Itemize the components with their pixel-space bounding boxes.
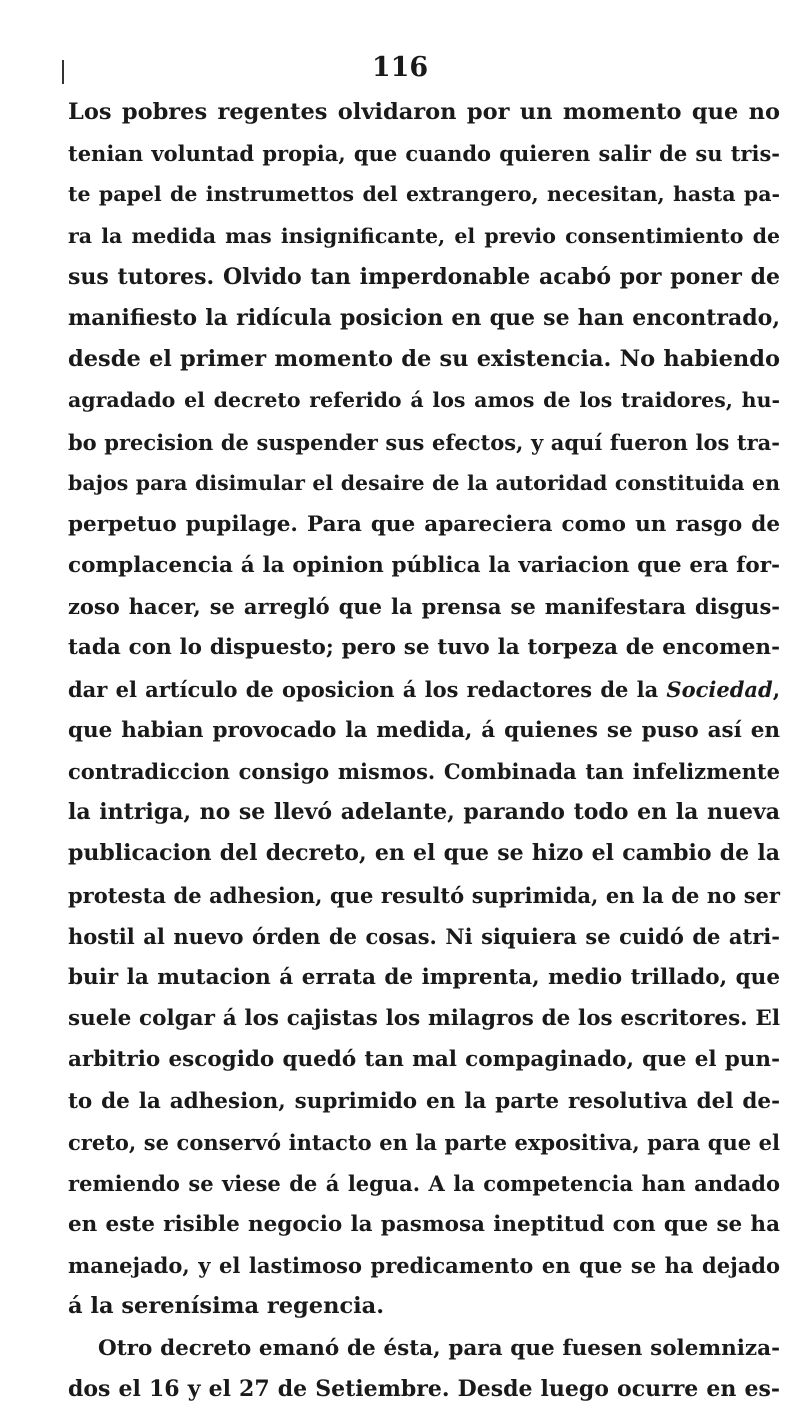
text-line: á la serenísima regencia. — [68, 1293, 385, 1320]
text-line: publicacion del decreto, en el que se hizo el cambio de la — [68, 840, 780, 867]
text-line: que habian provocado la medida, á quienes se puso así en — [68, 717, 780, 743]
text-line: remiendo se viese de á legua. A la competencia han andado — [68, 1170, 780, 1196]
text-line: dar el artículo de oposicion á los redactores de la Sociedad, — [68, 676, 780, 702]
text-line: Los pobres regentes olvidaron por un momento que no — [68, 99, 780, 125]
text-line: buir la mutacion á errata de imprenta, medio trillado, que — [68, 964, 780, 990]
text-line: tada con lo dispuesto; pero se tuvo la torpeza de encomen- — [68, 635, 780, 661]
text-line: protesta de adhesion, que resultó suprimida, en la de no ser — [68, 882, 780, 908]
body-text — [68, 92, 780, 1410]
text-line: zoso hacer, se arregló que la prensa se manifestara disgus- — [68, 594, 780, 620]
text-line: ra la medida mas insignificante, el previo consentimiento de — [68, 223, 780, 248]
text-line: manifiesto la ridícula posicion en que se han encontrado, — [68, 304, 780, 331]
text-line: en este risible negocio la pasmosa ineptitud con que se ha — [68, 1212, 780, 1238]
text-line: creto, se conservó intacto en la parte expositiva, para que el — [68, 1129, 780, 1155]
text-line: la intriga, no se llevó adelante, parando todo en la nueva — [68, 799, 780, 826]
text-line: sus tutores. Olvido tan imperdonable acabó por poner de — [68, 263, 780, 290]
text-line: hostil al nuevo órden de cosas. Ni siquiera se cuidó de atri- — [68, 923, 780, 949]
text-line: bajos para disimular el desaire de la autoridad constituida en — [68, 470, 780, 495]
page-number: 116 — [371, 52, 429, 83]
text-line: suele colgar á los cajistas los milagros de los escritores. El — [68, 1006, 780, 1032]
text-line: te papel de instrumettos del extrangero, necesitan, hasta pa- — [68, 182, 780, 207]
text-line: agradado el decreto referido á los amos de los traidores, hu- — [68, 388, 780, 413]
text-line: bo precision de suspender sus efectos, y aquí fueron los tra- — [68, 429, 780, 455]
text-line: complacencia á la opinion pública la variacion que era for- — [68, 553, 780, 579]
text-line: contradiccion consigo mismos. Combinada tan infelizmente — [68, 759, 780, 784]
periodical-title: Sociedad — [666, 676, 773, 702]
text-line: arbitrio escogido quedó tan mal compaginado, que el pun- — [68, 1047, 780, 1073]
text-line: perpetuo pupilage. Para que apareciera como un rasgo de — [68, 511, 780, 537]
text-line: dos el 16 y el 27 de Setiembre. Desde luego ocurre en es- — [68, 1375, 780, 1402]
text-line: manejado, y el lastimoso predicamento en que se ha dejado — [68, 1253, 780, 1279]
text-line: Otro decreto emanó de ésta, para que fuesen solemniza- — [98, 1335, 780, 1361]
text-line: to de la adhesion, suprimido en la parte resolutiva del de- — [68, 1088, 780, 1114]
text-line: desde el primer momento de su existencia. No habiendo — [68, 346, 780, 373]
text-line: tenian voluntad propia, que cuando quieren salir de su tris- — [68, 141, 780, 167]
